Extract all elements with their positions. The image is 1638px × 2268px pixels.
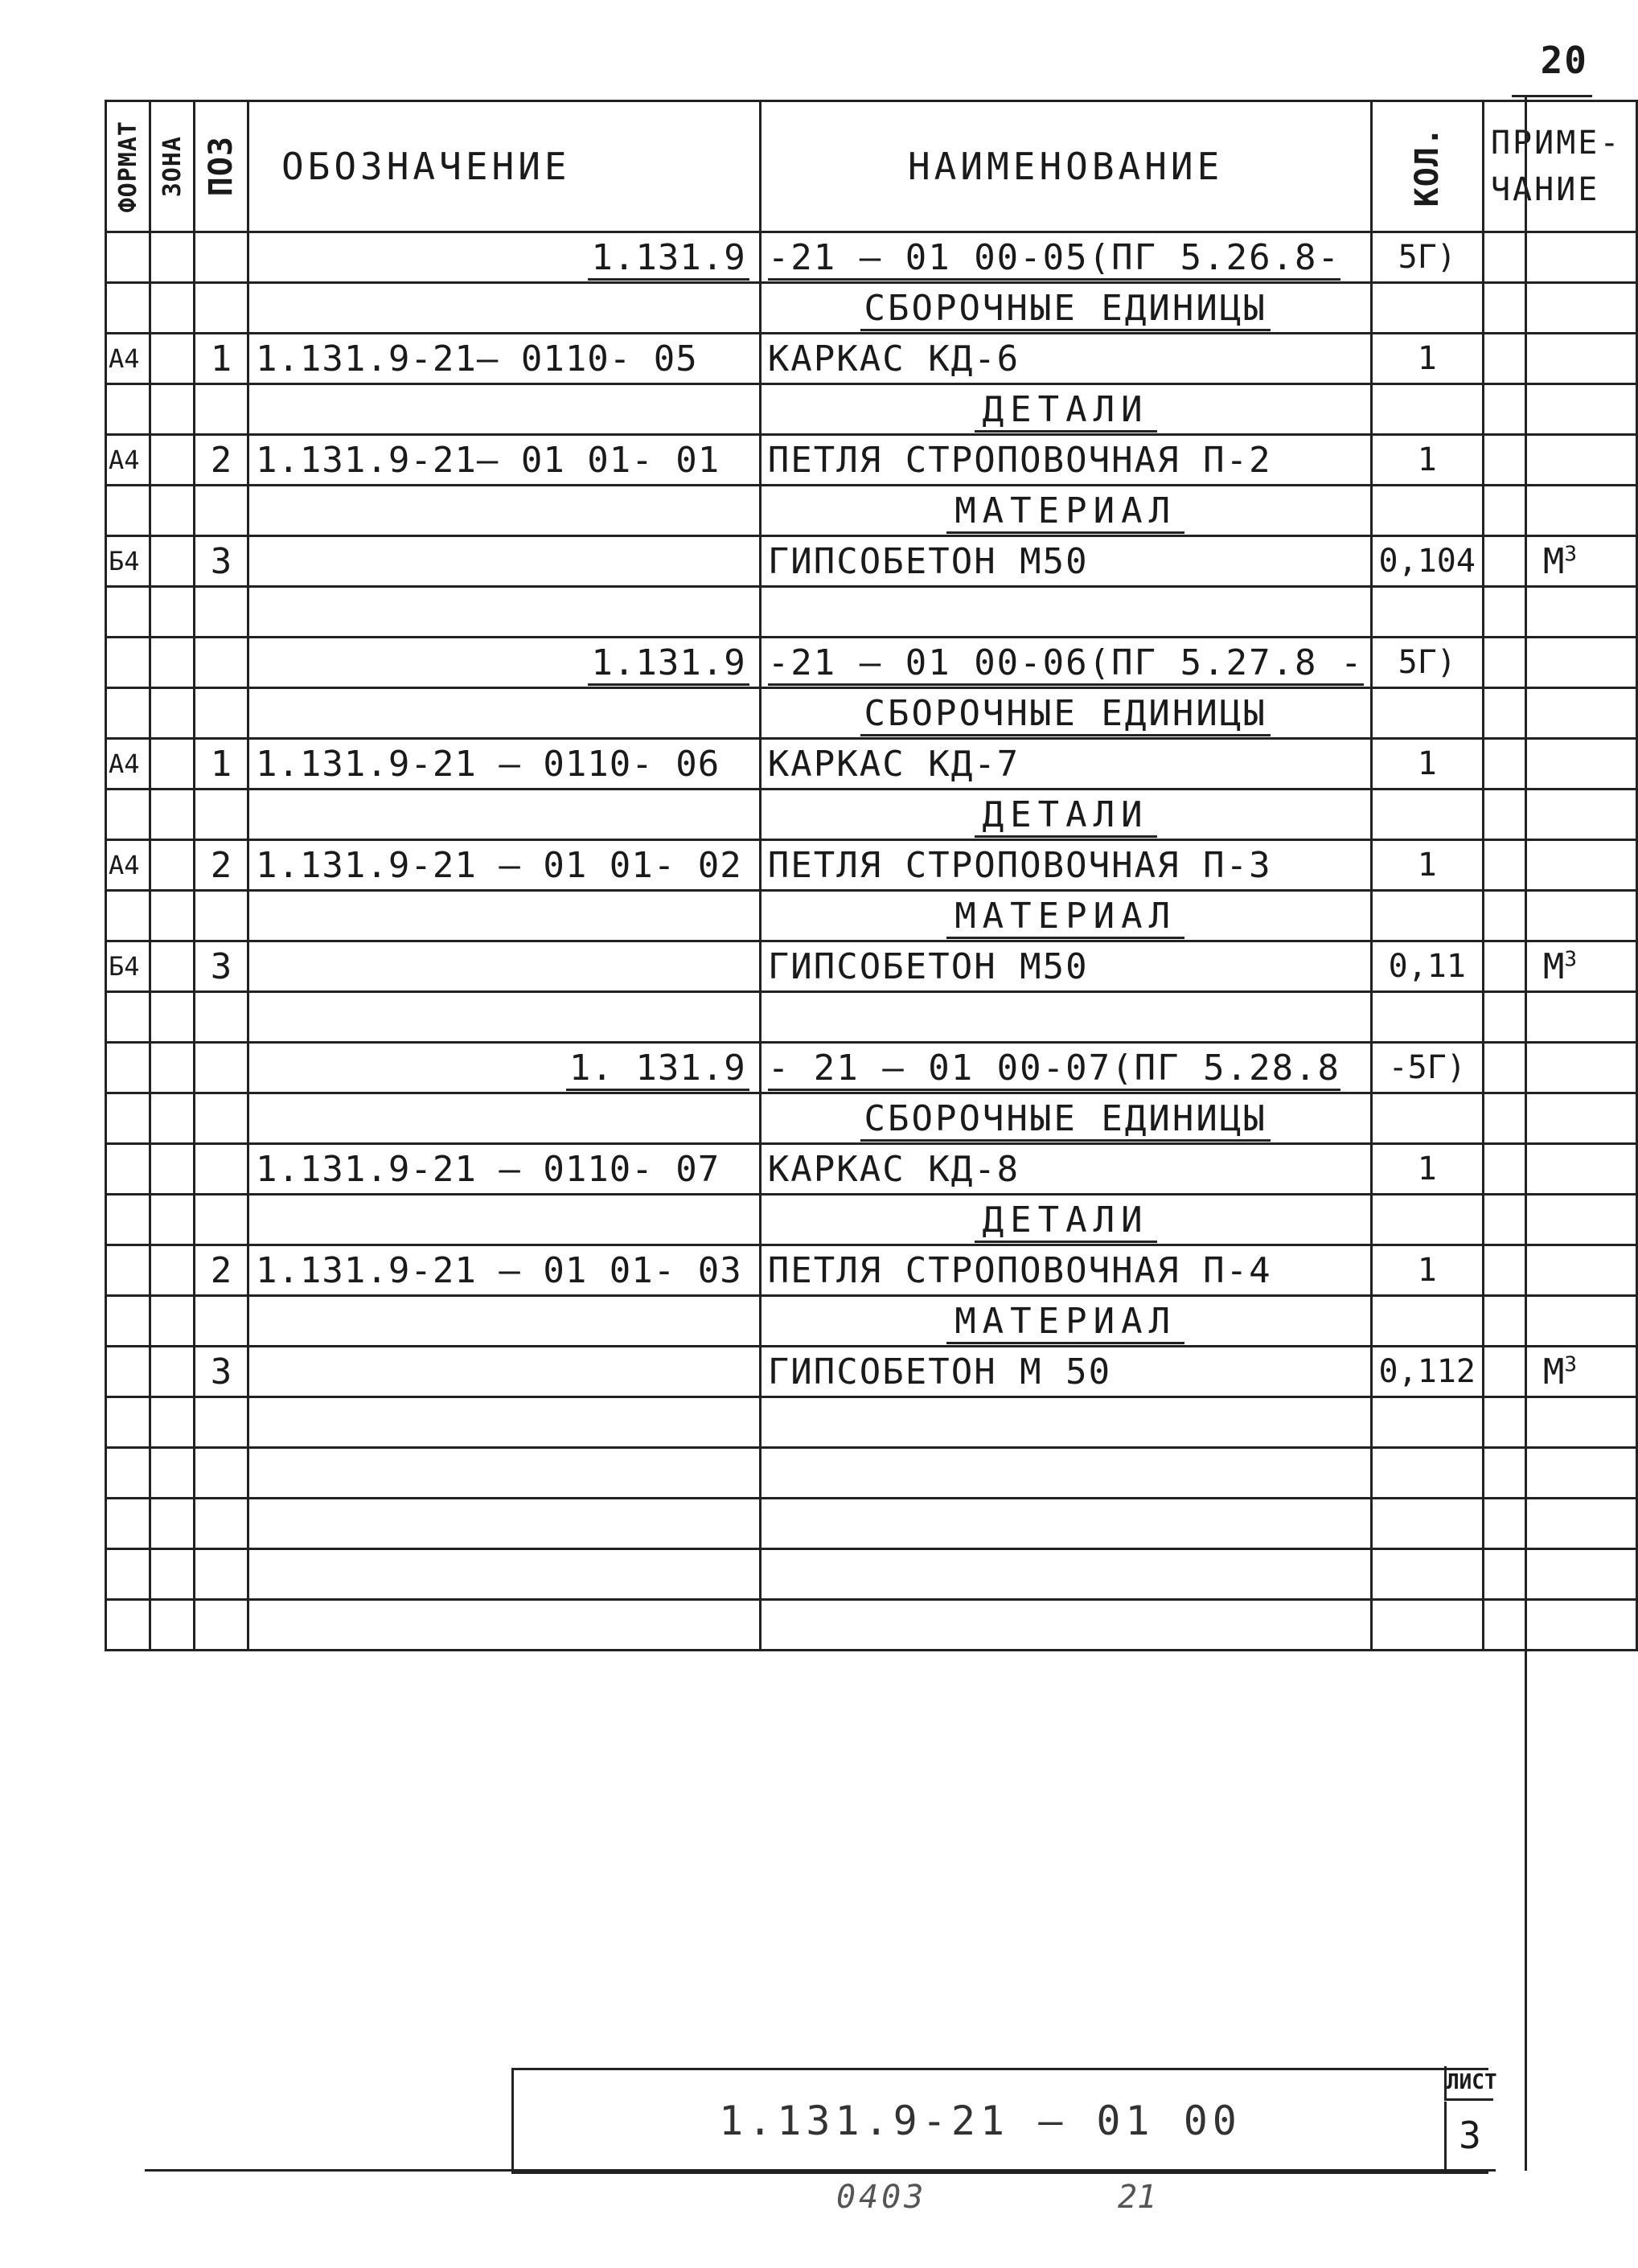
table-row <box>106 334 1637 384</box>
cell-format <box>106 1347 150 1397</box>
cell-pos <box>195 1600 248 1651</box>
header-qty: КОЛ. <box>1371 101 1483 232</box>
cell-name: КАРКАС КД-7 <box>760 739 1371 789</box>
cell-pos <box>195 384 248 435</box>
table-row <box>106 1093 1637 1144</box>
cell-zone <box>150 1600 195 1651</box>
cell-zone <box>150 1549 195 1600</box>
cell-designation <box>248 536 760 587</box>
cell-zone <box>150 334 195 384</box>
header-name: НАИМЕНОВАНИЕ <box>760 101 1371 232</box>
frame-right-border <box>1525 95 1527 2171</box>
unit-label: $М^3$ <box>1542 1351 1578 1392</box>
cell-note <box>1483 789 1636 840</box>
stamp-right: 21 <box>1118 2179 1157 2216</box>
cell-note <box>1483 334 1636 384</box>
cell-qty: 5Г) <box>1371 232 1483 283</box>
cell-qty: 0,112 <box>1371 1347 1483 1397</box>
cell-note <box>1483 638 1636 688</box>
table-row <box>106 1448 1637 1499</box>
cell-pos <box>195 1549 248 1600</box>
cell-designation <box>248 1549 760 1600</box>
cell-pos <box>195 638 248 688</box>
cell-note <box>1483 1195 1636 1245</box>
page-number: 20 <box>1540 39 1588 82</box>
cell-zone <box>150 1093 195 1144</box>
cell-qty <box>1371 1448 1483 1499</box>
cell-designation <box>248 1397 760 1448</box>
table-row <box>106 1195 1637 1245</box>
cell-zone <box>150 283 195 334</box>
cell-note <box>1483 1397 1636 1448</box>
unit-label: $М^3$ <box>1542 945 1578 987</box>
cell-designation <box>248 789 760 840</box>
cell-note <box>1483 688 1636 739</box>
top-rule <box>1512 95 1592 97</box>
cell-name <box>760 1397 1371 1448</box>
cell-pos <box>195 1195 248 1245</box>
cell-qty <box>1371 1600 1483 1651</box>
cell-format <box>106 1093 150 1144</box>
table-row <box>106 232 1637 283</box>
cell-section-title: ДЕТАЛИ <box>760 789 1371 840</box>
cell-zone <box>150 232 195 283</box>
cell-format: А4 <box>106 739 150 789</box>
cell-section-title: ДЕТАЛИ <box>760 384 1371 435</box>
cell-designation <box>248 587 760 638</box>
cell-note <box>1483 1144 1636 1195</box>
cell-format <box>106 789 150 840</box>
header-zone: ЗОНА <box>150 101 195 232</box>
cell-pos <box>195 891 248 941</box>
cell-pos <box>195 1144 248 1195</box>
cell-format <box>106 587 150 638</box>
cell-designation: 1.131.9-21– 0110- 05 <box>248 334 760 384</box>
table-row <box>106 1549 1637 1600</box>
cell-section-title: СБОРОЧНЫЕ ЕДИНИЦЫ <box>760 283 1371 334</box>
cell-zone <box>150 739 195 789</box>
cell-name: КАРКАС КД-8 <box>760 1144 1371 1195</box>
cell-note <box>1483 435 1636 486</box>
cell-name: ГИПСОБЕТОН М50 <box>760 536 1371 587</box>
cell-pos <box>195 1448 248 1499</box>
cell-qty: 1 <box>1371 840 1483 891</box>
cell-pos <box>195 1499 248 1549</box>
table-row <box>106 384 1637 435</box>
cell-section-title: ДЕТАЛИ <box>760 1195 1371 1245</box>
cell-section-title: МАТЕРИАЛ <box>760 1296 1371 1347</box>
cell-zone <box>150 891 195 941</box>
table-row <box>106 1245 1637 1296</box>
cell-note <box>1483 1296 1636 1347</box>
cell-note <box>1483 486 1636 536</box>
cell-note <box>1483 941 1636 992</box>
cell-pos <box>195 1093 248 1144</box>
cell-pos: 3 <box>195 941 248 992</box>
cell-section-title: МАТЕРИАЛ <box>760 486 1371 536</box>
cell-qty <box>1371 688 1483 739</box>
cell-format <box>106 1499 150 1549</box>
cell-note <box>1483 1043 1636 1093</box>
cell-zone <box>150 789 195 840</box>
cell-zone <box>150 1296 195 1347</box>
cell-pos: 2 <box>195 1245 248 1296</box>
cell-qty <box>1371 384 1483 435</box>
table-row <box>106 1296 1637 1347</box>
cell-zone <box>150 840 195 891</box>
cell-format <box>106 1600 150 1651</box>
cell-qty <box>1371 789 1483 840</box>
cell-designation: 1. 131.9 <box>248 1043 760 1093</box>
cell-section-title: СБОРОЧНЫЕ ЕДИНИЦЫ <box>760 1093 1371 1144</box>
cell-format <box>106 1043 150 1093</box>
cell-note <box>1483 587 1636 638</box>
cell-designation: 1.131.9-21 — 01 01- 02 <box>248 840 760 891</box>
table-row <box>106 992 1637 1043</box>
cell-designation: 1.131.9-21 — 0110- 07 <box>248 1144 760 1195</box>
cell-pos <box>195 992 248 1043</box>
cell-zone <box>150 1043 195 1093</box>
cell-pos <box>195 486 248 536</box>
table-row <box>106 789 1637 840</box>
header-format: ФОРМАТ <box>106 101 150 232</box>
cell-format: Б4 <box>106 536 150 587</box>
cell-designation <box>248 941 760 992</box>
cell-zone <box>150 384 195 435</box>
header-pos: ПОЗ <box>195 101 248 232</box>
cell-note <box>1483 232 1636 283</box>
cell-pos: 1 <box>195 334 248 384</box>
cell-zone <box>150 1347 195 1397</box>
cell-designation: 1.131.9-21– 01 01- 01 <box>248 435 760 486</box>
cell-qty: 0,104 <box>1371 536 1483 587</box>
cell-zone <box>150 1499 195 1549</box>
cell-zone <box>150 992 195 1043</box>
cell-format <box>106 638 150 688</box>
header-note: ПРИМЕ- ЧАНИЕ <box>1483 101 1636 232</box>
cell-name: -21 – 01 00-06(ПГ 5.27.8 - <box>760 638 1371 688</box>
cell-designation <box>248 1499 760 1549</box>
cell-qty <box>1371 1549 1483 1600</box>
table-row <box>106 587 1637 638</box>
cell-format <box>106 1195 150 1245</box>
cell-qty <box>1371 486 1483 536</box>
header-designation: ОБОЗНАЧЕНИЕ <box>248 101 760 232</box>
cell-format <box>106 891 150 941</box>
cell-designation <box>248 1296 760 1347</box>
cell-zone <box>150 688 195 739</box>
cell-pos <box>195 1397 248 1448</box>
cell-name: - 21 – 01 00-07(ПГ 5.28.8 <box>760 1043 1371 1093</box>
cell-designation: 1.131.9-21 — 01 01- 03 <box>248 1245 760 1296</box>
cell-designation <box>248 1347 760 1397</box>
cell-pos: 3 <box>195 536 248 587</box>
table-row <box>106 840 1637 891</box>
table-row <box>106 891 1637 941</box>
cell-note <box>1483 891 1636 941</box>
cell-qty: 0,11 <box>1371 941 1483 992</box>
cell-format <box>106 992 150 1043</box>
cell-format <box>106 1549 150 1600</box>
cell-note <box>1483 1549 1636 1600</box>
cell-name: ПЕТЛЯ СТРОПОВОЧНАЯ П-4 <box>760 1245 1371 1296</box>
cell-name <box>760 1448 1371 1499</box>
cell-qty <box>1371 1499 1483 1549</box>
cell-zone <box>150 435 195 486</box>
cell-note <box>1483 1600 1636 1651</box>
cell-qty: 1 <box>1371 1144 1483 1195</box>
table-row <box>106 1043 1637 1093</box>
table-row <box>106 536 1637 587</box>
cell-format <box>106 1397 150 1448</box>
cell-qty <box>1371 283 1483 334</box>
cell-zone <box>150 1195 195 1245</box>
cell-zone <box>150 1144 195 1195</box>
cell-format: А4 <box>106 840 150 891</box>
cell-name: ГИПСОБЕТОН М50 <box>760 941 1371 992</box>
cell-pos: 3 <box>195 1347 248 1397</box>
cell-name: ПЕТЛЯ СТРОПОВОЧНАЯ П-2 <box>760 435 1371 486</box>
specification-table <box>105 100 1638 1651</box>
table-row <box>106 941 1637 992</box>
table-body <box>106 232 1637 1651</box>
cell-qty <box>1371 1397 1483 1448</box>
cell-qty: 1 <box>1371 1245 1483 1296</box>
cell-name: КАРКАС КД-6 <box>760 334 1371 384</box>
cell-designation: 1.131.9-21 — 0110- 06 <box>248 739 760 789</box>
cell-pos <box>195 1043 248 1093</box>
document-code: 1.131.9-21 – 01 00 <box>719 2098 1242 2144</box>
cell-format <box>106 1144 150 1195</box>
bottom-rule <box>145 2169 1496 2172</box>
cell-section-title: СБОРОЧНЫЕ ЕДИНИЦЫ <box>760 688 1371 739</box>
cell-name <box>760 1499 1371 1549</box>
cell-format: А4 <box>106 435 150 486</box>
cell-format <box>106 486 150 536</box>
cell-designation <box>248 992 760 1043</box>
cell-name: ПЕТЛЯ СТРОПОВОЧНАЯ П-3 <box>760 840 1371 891</box>
cell-pos <box>195 587 248 638</box>
cell-zone <box>150 587 195 638</box>
table-row <box>106 283 1637 334</box>
cell-format <box>106 384 150 435</box>
table-row <box>106 486 1637 536</box>
cell-qty: 1 <box>1371 435 1483 486</box>
cell-name: -21 – 01 00-05(ПГ 5.26.8- <box>760 232 1371 283</box>
cell-designation <box>248 1195 760 1245</box>
cell-zone <box>150 638 195 688</box>
table-row <box>106 1499 1637 1549</box>
cell-pos <box>195 283 248 334</box>
table-row <box>106 1347 1637 1397</box>
cell-section-title: МАТЕРИАЛ <box>760 891 1371 941</box>
cell-qty <box>1371 1093 1483 1144</box>
cell-designation: 1.131.9 <box>248 638 760 688</box>
cell-zone <box>150 536 195 587</box>
cell-designation <box>248 283 760 334</box>
cell-pos: 2 <box>195 435 248 486</box>
cell-zone <box>150 1448 195 1499</box>
cell-format <box>106 1448 150 1499</box>
cell-zone <box>150 486 195 536</box>
cell-designation <box>248 688 760 739</box>
cell-note <box>1483 536 1636 587</box>
sheet-number: 3 <box>1444 2102 1493 2169</box>
cell-note <box>1483 992 1636 1043</box>
cell-designation: 1.131.9 <box>248 232 760 283</box>
table-row <box>106 1600 1637 1651</box>
cell-qty <box>1371 1296 1483 1347</box>
unit-label: $М^3$ <box>1542 540 1578 582</box>
table-row <box>106 1144 1637 1195</box>
cell-note <box>1483 283 1636 334</box>
cell-qty <box>1371 992 1483 1043</box>
table-header-row <box>106 101 1637 232</box>
cell-note <box>1483 1448 1636 1499</box>
cell-pos <box>195 1296 248 1347</box>
cell-zone <box>150 1245 195 1296</box>
cell-designation <box>248 1600 760 1651</box>
cell-designation <box>248 891 760 941</box>
table-row <box>106 688 1637 739</box>
table-row <box>106 638 1637 688</box>
cell-qty <box>1371 1195 1483 1245</box>
cell-note <box>1483 1347 1636 1397</box>
table-row <box>106 739 1637 789</box>
cell-name <box>760 992 1371 1043</box>
cell-format <box>106 1296 150 1347</box>
cell-qty <box>1371 891 1483 941</box>
cell-designation <box>248 486 760 536</box>
cell-pos: 2 <box>195 840 248 891</box>
cell-pos <box>195 688 248 739</box>
cell-qty: 5Г) <box>1371 638 1483 688</box>
table-row <box>106 435 1637 486</box>
stamp-left: 0403 <box>836 2179 927 2216</box>
cell-note <box>1483 739 1636 789</box>
cell-pos <box>195 232 248 283</box>
cell-note <box>1483 1499 1636 1549</box>
sheet-label: ЛИСТ <box>1444 2066 1493 2101</box>
cell-pos: 1 <box>195 739 248 789</box>
cell-zone <box>150 941 195 992</box>
cell-format <box>106 1245 150 1296</box>
cell-note <box>1483 1245 1636 1296</box>
cell-pos <box>195 789 248 840</box>
cell-designation <box>248 384 760 435</box>
cell-designation <box>248 1448 760 1499</box>
cell-qty: 1 <box>1371 334 1483 384</box>
cell-name: ГИПСОБЕТОН М 50 <box>760 1347 1371 1397</box>
cell-name <box>760 587 1371 638</box>
cell-qty: -5Г) <box>1371 1043 1483 1093</box>
cell-format: Б4 <box>106 941 150 992</box>
cell-note <box>1483 1093 1636 1144</box>
title-block <box>511 2068 1488 2174</box>
cell-format <box>106 283 150 334</box>
cell-qty: 1 <box>1371 739 1483 789</box>
cell-format: А4 <box>106 334 150 384</box>
cell-designation <box>248 1093 760 1144</box>
table-row <box>106 1397 1637 1448</box>
cell-note <box>1483 384 1636 435</box>
cell-format <box>106 688 150 739</box>
cell-note <box>1483 840 1636 891</box>
cell-zone <box>150 1397 195 1448</box>
cell-format <box>106 232 150 283</box>
cell-qty <box>1371 587 1483 638</box>
cell-name <box>760 1600 1371 1651</box>
cell-name <box>760 1549 1371 1600</box>
